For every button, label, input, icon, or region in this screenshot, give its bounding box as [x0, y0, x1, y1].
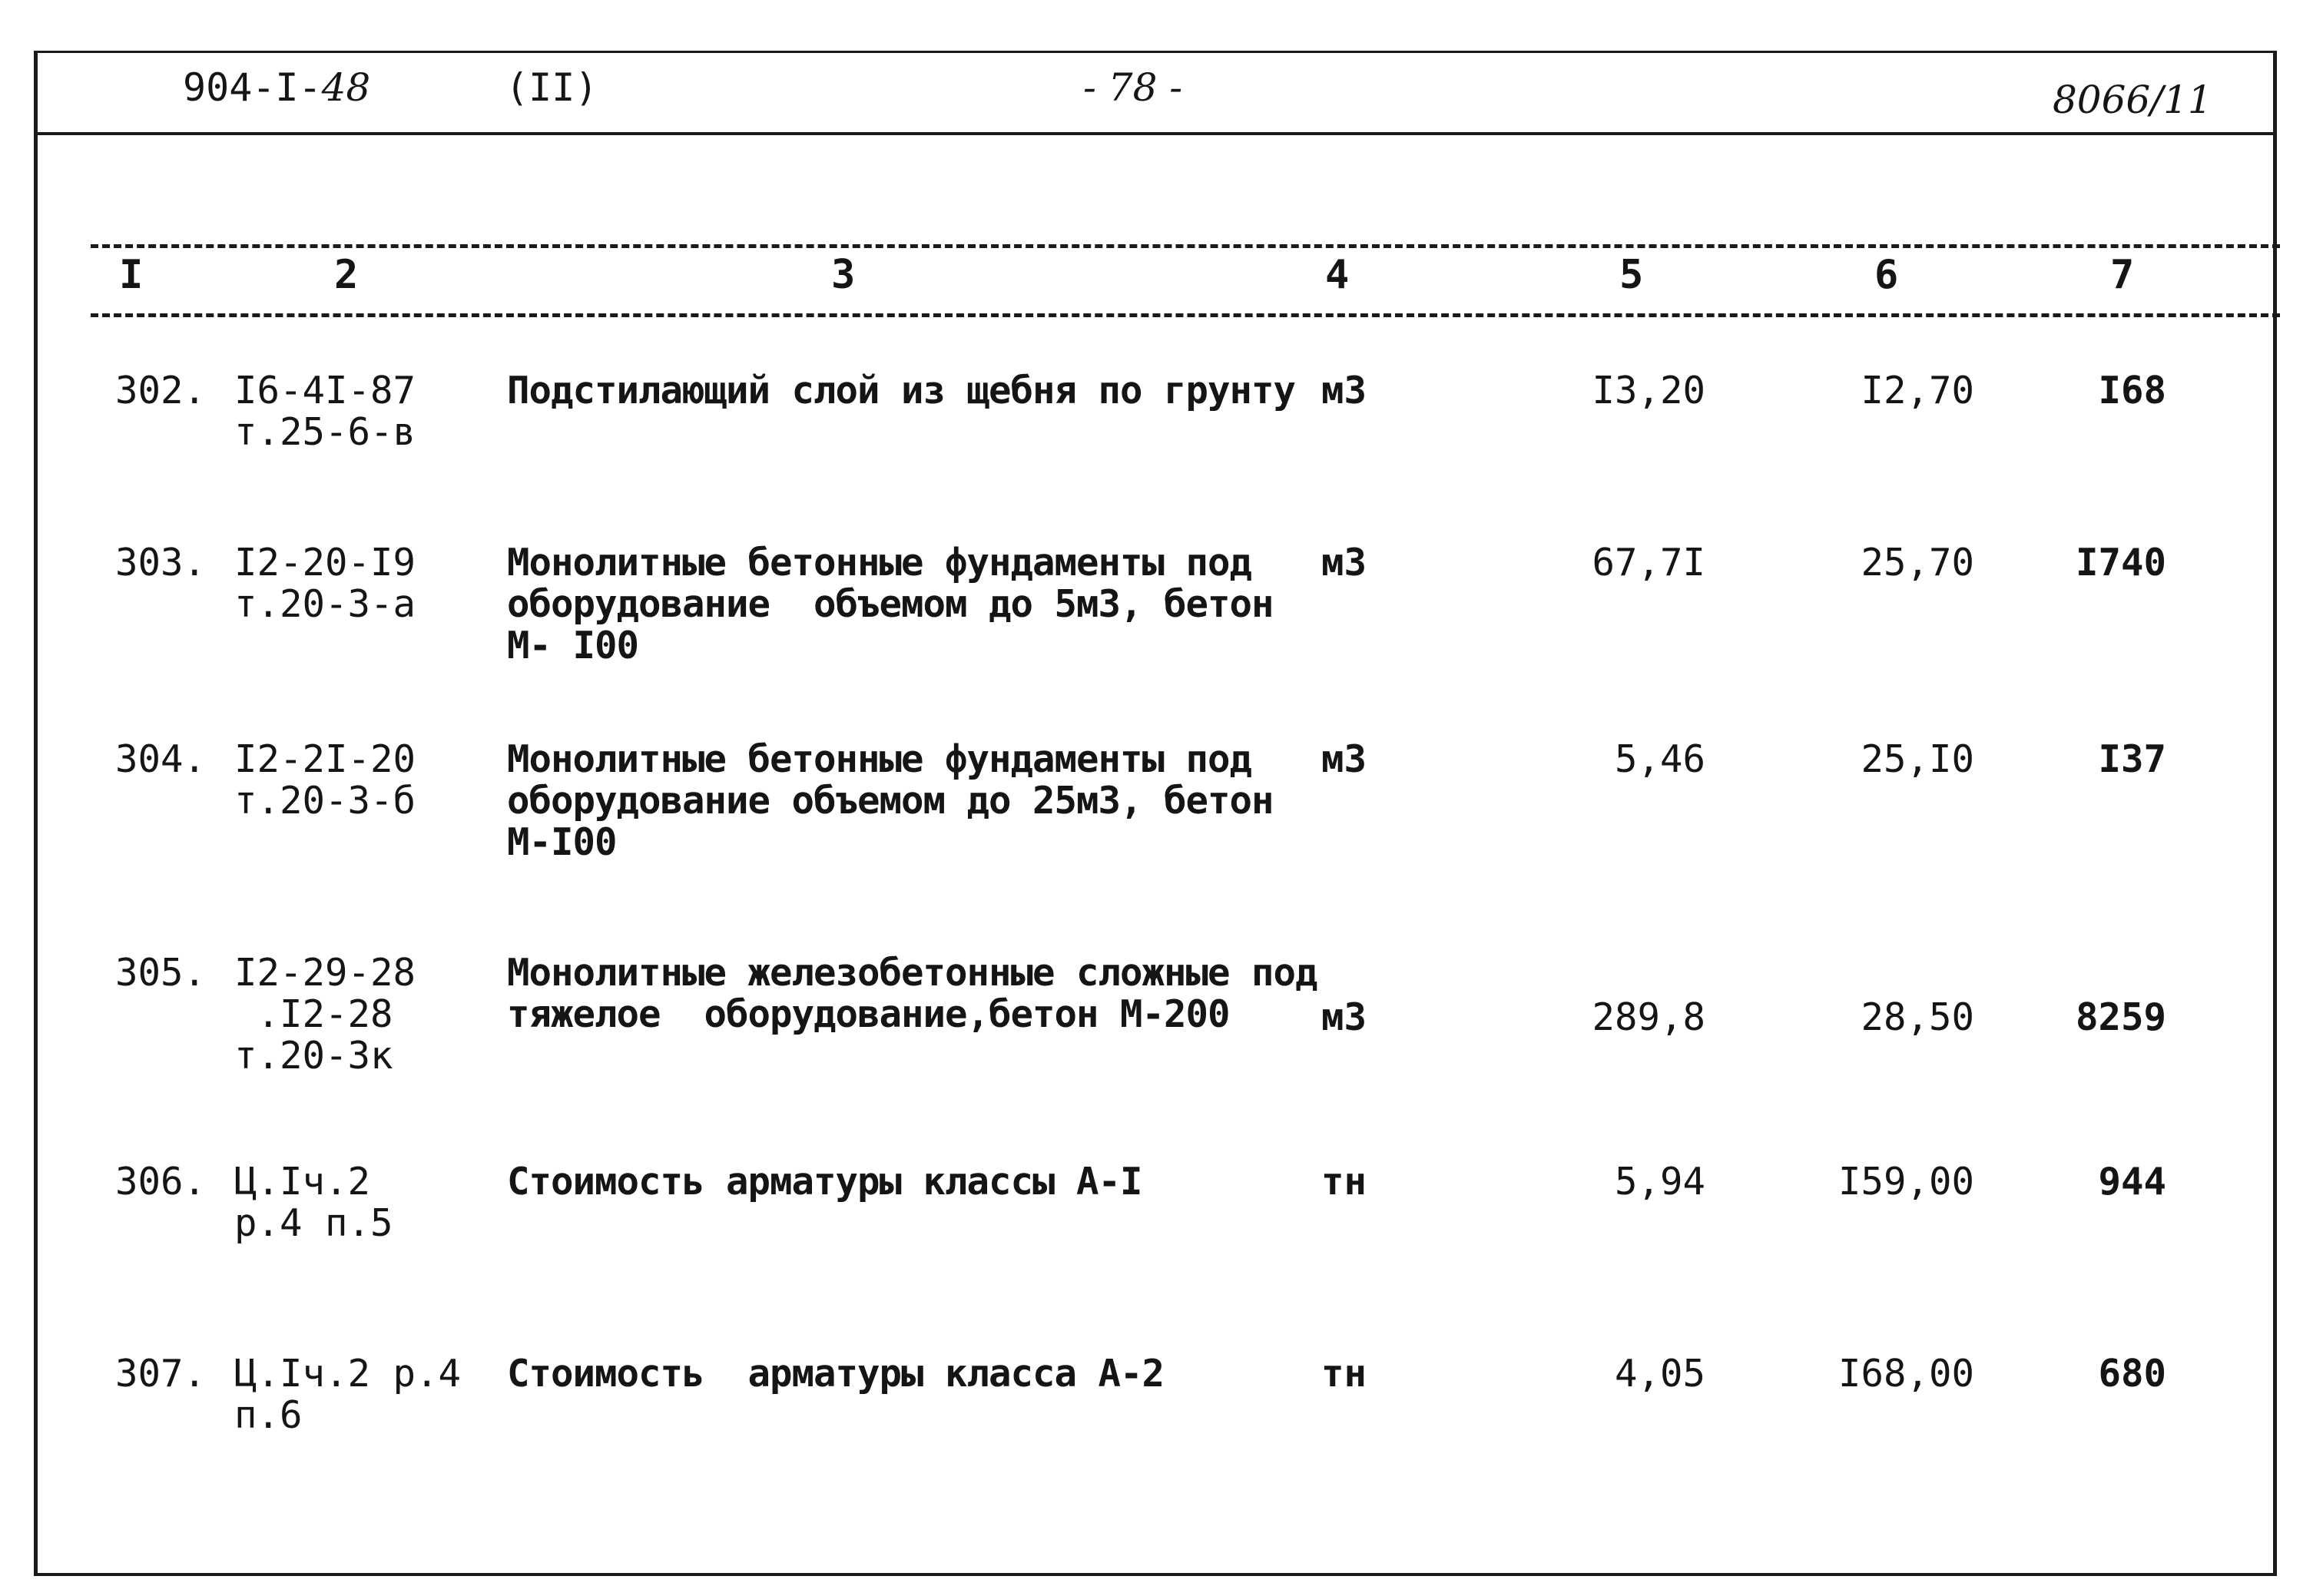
unit: м3	[1321, 737, 1367, 781]
part-label: (II)	[505, 65, 598, 110]
work-description: Монолитные железобетонные сложные под тяжелое оборудование,бетон М-200	[507, 951, 1317, 1036]
unit-price: 25,I0	[1861, 737, 1974, 781]
quantity: 4,05	[1614, 1352, 1705, 1396]
norm-code: I2-20-I9 т.20-3-а	[234, 541, 416, 626]
quantity: 289,8	[1592, 995, 1705, 1039]
quantity: 5,46	[1614, 737, 1705, 781]
row-number: 305.	[115, 951, 207, 995]
unit-price: 28,50	[1861, 995, 1974, 1039]
work-description: Стоимость арматуры классы А-I	[507, 1160, 1142, 1204]
work-description: Стоимость арматуры класса А-2	[507, 1352, 1165, 1396]
unit: тн	[1321, 1160, 1367, 1204]
row-number: 306.	[115, 1160, 207, 1204]
norm-code: I2-2I-20 т.20-3-б	[234, 737, 416, 823]
table-row	[0, 952, 2313, 1106]
column-number-2: 2	[334, 252, 359, 298]
norm-code: Ц.Iч.2 р.4 п.5	[234, 1160, 393, 1245]
column-number-4: 4	[1325, 252, 1350, 298]
total-cost: I37	[2098, 737, 2166, 781]
norm-code: Ц.Iч.2 р.4 п.6	[234, 1352, 462, 1437]
table-row	[0, 370, 2313, 524]
unit-price: 25,70	[1861, 541, 1974, 584]
column-number-6: 6	[1874, 252, 1899, 298]
row-number: 304.	[115, 737, 207, 781]
column-number-7: 7	[2110, 252, 2135, 298]
total-cost: I68	[2098, 369, 2166, 412]
unit-price: I59,00	[1837, 1160, 1974, 1204]
column-number-1: I	[119, 252, 144, 298]
table-row	[0, 1161, 2313, 1315]
norm-code: I6-4I-87 т.25-6-в	[234, 369, 416, 454]
quantity: 67,7I	[1592, 541, 1705, 584]
column-number-5: 5	[1619, 252, 1644, 298]
column-header-bottom-rule	[91, 313, 2280, 317]
total-cost: 8259	[2075, 995, 2166, 1039]
page-number: - 78 -	[1083, 65, 1183, 110]
header-rule	[34, 132, 2277, 135]
sheet-number: 8066/11	[2053, 78, 2212, 122]
unit: м3	[1321, 369, 1367, 412]
series-handwritten: 48	[321, 65, 371, 110]
unit: м3	[1321, 541, 1367, 584]
work-description: Подстилающий слой из щебня по грунту	[507, 369, 1296, 412]
unit: тн	[1321, 1352, 1367, 1396]
column-header-top-rule	[91, 244, 2280, 248]
row-number: 303.	[115, 541, 207, 584]
column-number-3: 3	[831, 252, 856, 298]
table-row	[0, 1353, 2313, 1507]
total-cost: 944	[2098, 1160, 2166, 1204]
table-row	[0, 542, 2313, 696]
unit-price: I68,00	[1837, 1352, 1974, 1396]
unit-price: I2,70	[1861, 369, 1974, 412]
work-description: Монолитные бетонные фундаменты под оборудование объемом до 25м3, бетон М-I00	[507, 737, 1274, 864]
total-cost: 680	[2098, 1352, 2166, 1396]
table-row	[0, 739, 2313, 892]
norm-code: I2-29-28 .I2-28 т.20-3к	[234, 951, 416, 1078]
row-number: 302.	[115, 369, 207, 412]
work-description: Монолитные бетонные фундаменты под оборудование объемом до 5м3, бетон М- I00	[507, 541, 1274, 667]
series-label: 904-I-48	[183, 65, 371, 110]
row-number: 307.	[115, 1352, 207, 1396]
total-cost: I740	[2075, 541, 2166, 584]
unit: м3	[1321, 995, 1367, 1039]
quantity: 5,94	[1614, 1160, 1705, 1204]
quantity: I3,20	[1592, 369, 1705, 412]
